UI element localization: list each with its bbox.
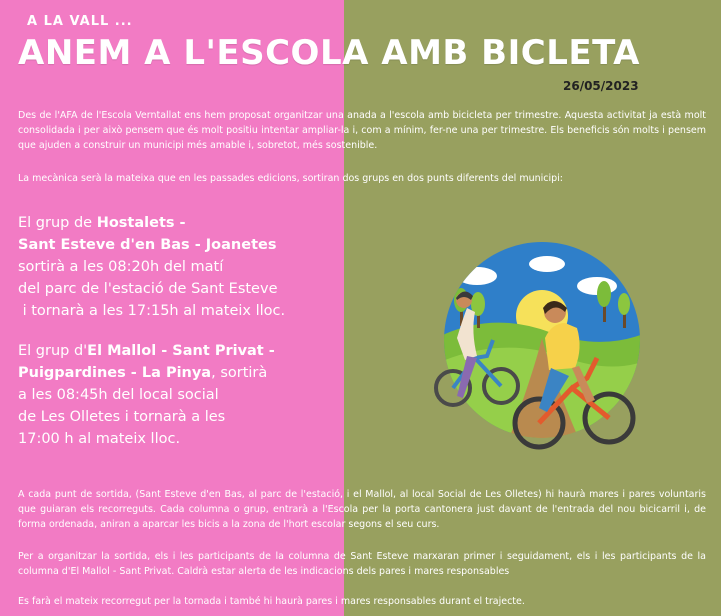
- group2-return: 17:00 h al mateix lloc.: [18, 431, 181, 447]
- return-paragraph: Es farà el mateix recorregut per la tornada i també hi haurà pares i mares responsables durant el trajecte.: [18, 596, 525, 607]
- group1-departure-time: sortirà a les 08:20h del matí: [18, 259, 224, 275]
- group2-departure-time: a les 08:45h del local social: [18, 387, 219, 403]
- kicker-text: A LA VALL ...: [27, 14, 133, 29]
- group2-departure-place: de Les Olletes i tornarà a les: [18, 409, 226, 425]
- organization-paragraph: Per a organitzar la sortida, els i les participants de la columna de Sant Esteve marxaran primer i seguidament, els i les participants de la columna d'El Mallol - Sant Privat. Caldrà estar alerta de les indicacions dels pares i mares responsables: [18, 551, 706, 577]
- page-title: ANEM A L'ESCOLA AMB BICLETA: [18, 33, 640, 73]
- mechanics-paragraph: La mecànica serà la mateixa que en les passades edicions, sortiran dos grups en dos punts diferents del municipi:: [18, 173, 563, 184]
- group1-departure-place: del parc de l'estació de Sant Esteve: [18, 281, 278, 297]
- group1-name-line1: Hostalets -: [96, 215, 186, 231]
- meeting-points-paragraph: A cada punt de sortida, (Sant Esteve d'en Bas, al parc de l'estació, i el Mallol, al local Social de Les Olletes) hi haurà mares i pares voluntaris que guiaran els recorreguts. Cada columna o grup, entrarà a l'Escola per la porta cantonera just davant de l'entrada del nou bicicarril i, de forma ordenada, aniran a aparcar les bicis a la zona de l'hort escolar segons el seu curs.: [18, 489, 706, 530]
- group1-return: i tornarà a les 17:15h al mateix lloc.: [18, 303, 286, 319]
- group2-prefix: El grup d': [18, 343, 88, 359]
- group1-name-line2: Sant Esteve d'en Bas - Joanetes: [18, 237, 277, 253]
- group1-prefix: El grup de: [18, 215, 97, 231]
- group-hostalets-info: [18, 212, 348, 322]
- date-label: 26/05/2023: [563, 79, 639, 93]
- group-mallol-info: [18, 340, 348, 450]
- intro-paragraph: Des de l'AFA de l'Escola Verntallat ens hem proposat organitzar una anada a l'escola amb bicicleta per trimestre. Aquesta activitat ja està molt consolidada i per això pensem que és molt positiu intentar ampliar-la i, com a mínim, fer-ne una per trimestre. Els beneficis són molts i pensem que ajuden a construir un municipi més amable i, sobretot, més sostenible.: [18, 110, 706, 151]
- two-cyclists-illustration: [427, 228, 657, 458]
- group2-name-line2: Puigpardines - La Pinya: [18, 365, 212, 381]
- group2-name-line1: El Mallol - Sant Privat -: [87, 343, 275, 359]
- group2-suffix: , sortirà: [211, 365, 268, 381]
